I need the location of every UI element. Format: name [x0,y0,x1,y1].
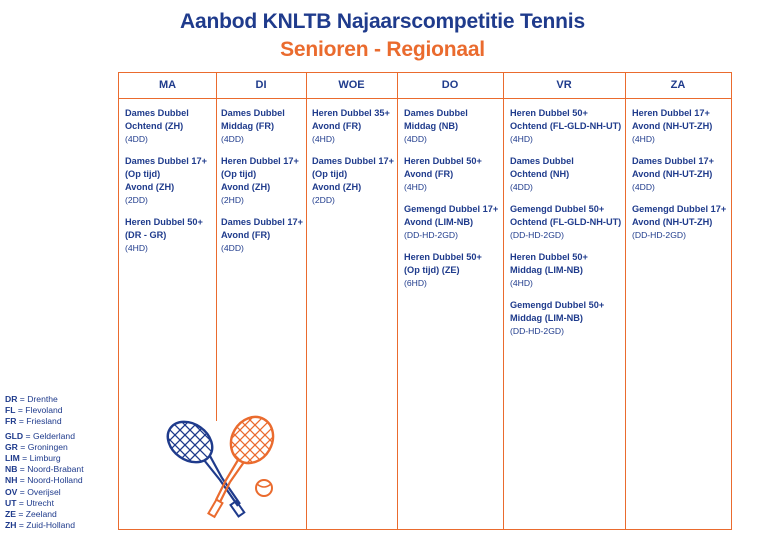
competition-name: Gemengd Dubbel 50+ Middag (LIM-NB) [510,300,605,323]
competition-name: Heren Dubbel 50+ (DR - GR) [125,217,203,240]
tennis-rackets-illustration [160,410,290,525]
competition-name: Gemengd Dubbel 50+ Ochtend (FL-GLD-NH-UT) [510,204,622,227]
competition-entry [510,107,621,146]
competition-entry [632,107,726,146]
competition-name: Heren Dubbel 50+ Ochtend (FL-GLD-NH-UT) [510,108,622,131]
column-divider [306,73,307,529]
competition-entry [221,155,303,207]
legend-item: ZH = Zuid-Holland [5,520,75,531]
day-header-di: DI [255,79,267,91]
competition-code: (4HD) [632,134,655,144]
competition-code: (4DD) [221,134,244,144]
competition-name: Dames Dubbel Ochtend (ZH) [125,108,189,131]
legend-item: LIM = Limburg [5,453,61,464]
day-column-di [221,107,303,264]
competition-entry [312,107,394,146]
competition-entry [404,251,498,290]
legend-item: NH = Noord-Holland [5,475,83,486]
competition-code: (4DD) [221,243,244,253]
competition-entry [510,155,621,194]
competition-code: (6HD) [404,278,427,288]
competition-entry [221,107,303,146]
competition-code: (DD-HD-2GD) [510,230,564,240]
competition-code: (4DD) [510,182,533,192]
schedule-header-row [119,73,731,99]
column-divider [216,73,217,421]
day-column-woe [312,107,394,216]
day-header-vr: VR [556,79,572,91]
page-subtitle: Senioren - Regionaal [280,38,485,61]
competition-name: Heren Dubbel 35+ Avond (FR) [312,108,390,131]
legend-item: FL = Flevoland [5,405,63,416]
competition-code: (4HD) [510,278,533,288]
legend-item: FR = Friesland [5,416,62,427]
day-header-ma: MA [158,79,177,91]
competition-name: Heren Dubbel 50+ (Op tijd) (ZE) [404,252,482,275]
competition-name: Gemengd Dubbel 17+ Avond (LIM-NB) [404,204,499,227]
competition-entry [404,155,498,194]
day-column-za [632,107,726,251]
competition-entry [632,155,726,194]
competition-entry [125,216,207,255]
day-column-vr [510,107,621,347]
competition-entry [632,203,726,242]
competition-name: Gemengd Dubbel 17+ Avond (NH-UT-ZH) [632,204,727,227]
competition-entry [510,251,621,290]
orange-racket-icon [208,410,290,517]
day-header-woe: WOE [338,79,365,91]
competition-code: (2DD) [312,195,335,205]
competition-code: (DD-HD-2GD) [510,326,564,336]
competition-entry [404,107,498,146]
competition-entry [125,155,207,207]
competition-entry [404,203,498,242]
competition-name: Dames Dubbel Ochtend (NH) [510,156,574,179]
competition-code: (DD-HD-2GD) [632,230,686,240]
page-title: Aanbod KNLTB Najaarscompetitie Tennis [180,10,585,33]
competition-code: (4HD) [510,134,533,144]
competition-entry [221,216,303,255]
day-column-do [404,107,498,299]
competition-code: (2HD) [221,195,244,205]
competition-code: (4DD) [125,134,148,144]
day-header-za: ZA [670,79,686,91]
competition-name: Heren Dubbel 17+ (Op tijd) Avond (ZH) [221,156,299,192]
legend-item: GR = Groningen [5,441,68,452]
competition-name: Dames Dubbel 17+ (Op tijd) Avond (ZH) [125,156,207,192]
competition-name: Dames Dubbel 17+ (Op tijd) Avond (ZH) [312,156,394,192]
competition-entry [510,203,621,242]
competition-name: Dames Dubbel Middag (NB) [404,108,468,131]
competition-name: Dames Dubbel Middag (FR) [221,108,285,131]
competition-name: Heren Dubbel 50+ Middag (LIM-NB) [510,252,588,275]
column-divider [503,73,504,529]
competition-name: Heren Dubbel 17+ Avond (NH-UT-ZH) [632,108,713,131]
legend-item: NB = Noord-Brabant [5,464,84,475]
column-divider [625,73,626,529]
competition-code: (4DD) [632,182,655,192]
competition-entry [510,299,621,338]
column-divider [397,73,398,529]
competition-code: (4HD) [312,134,335,144]
legend-item: GLD = Gelderland [5,430,75,441]
competition-code: (DD-HD-2GD) [404,230,458,240]
competition-entry [312,155,394,207]
competition-name: Heren Dubbel 50+ Avond (FR) [404,156,482,179]
competition-code: (4HD) [404,182,427,192]
legend-item: OV = Overijsel [5,486,61,497]
day-header-do: DO [441,79,459,91]
competition-entry [125,107,207,146]
legend-item: UT = Utrecht [5,497,54,508]
competition-code: (4HD) [125,243,148,253]
day-column-ma [125,107,207,264]
competition-name: Dames Dubbel 17+ Avond (NH-UT-ZH) [632,156,714,179]
competition-code: (4DD) [404,134,427,144]
legend-item: DR = Drenthe [5,394,58,404]
competition-code: (2DD) [125,195,148,205]
legend-item: ZE = Zeeland [5,509,57,520]
competition-name: Dames Dubbel 17+ Avond (FR) [221,217,303,240]
province-legend [5,394,84,531]
